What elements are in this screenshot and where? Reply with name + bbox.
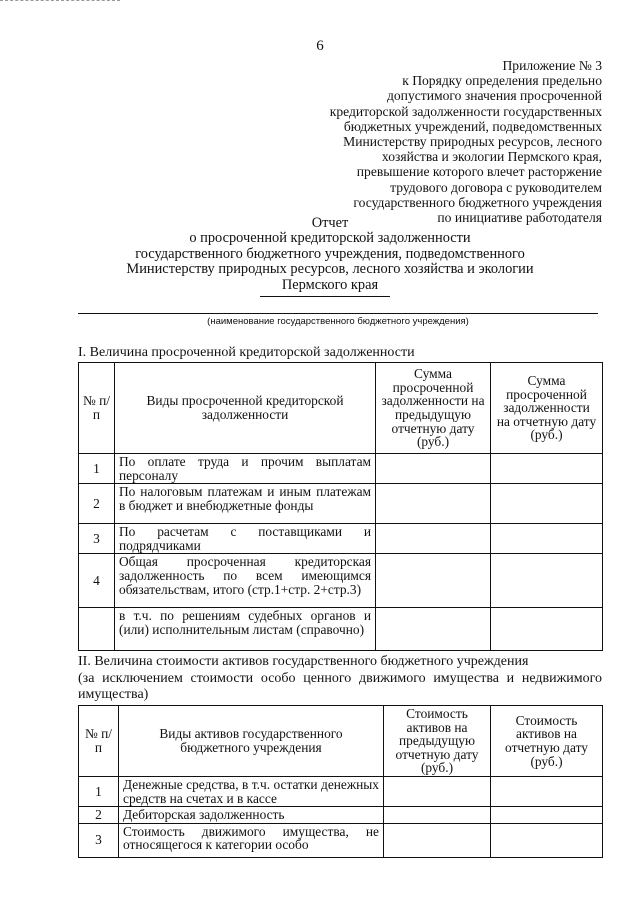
debt-table xyxy=(78,362,603,651)
value-cell-curr[interactable] xyxy=(491,823,603,857)
appendix-line: допустимого значения просроченной xyxy=(386,88,602,104)
value-cell-prev[interactable] xyxy=(376,554,491,608)
row-label: Дебиторская задолженность xyxy=(119,807,384,824)
section1-heading: I. Величина просроченной кредиторской задолженности xyxy=(78,345,415,360)
value-cell-prev[interactable] xyxy=(384,776,491,806)
table-row xyxy=(79,524,603,554)
appendix-header xyxy=(272,58,602,225)
column-header-num: № п/п xyxy=(79,363,115,454)
table-header-row xyxy=(79,363,603,454)
table-row xyxy=(79,776,603,806)
value-cell-prev[interactable] xyxy=(376,454,491,484)
page-number: 6 xyxy=(316,38,324,54)
row-label: Общая просроченная кредиторская задолженность по всем имеющимся обязательствам, итого (стр.1+стр. 2+стр.3) xyxy=(115,554,376,608)
appendix-line: хозяйства и экологии Пермского края, xyxy=(381,149,602,165)
row-number: 1 xyxy=(79,454,115,484)
row-label: По расчетам с поставщиками и подрядчиками xyxy=(115,524,376,554)
table-header-row xyxy=(79,706,603,777)
row-label: По налоговым платежам и иным платежам в бюджет и внебюджетные фонды xyxy=(115,484,376,524)
row-label: в т.ч. по решениям судебных органов и (или) исполнительным листам (справочно) xyxy=(115,608,376,651)
report-title-line: Министерству природных ресурсов, лесного хозяйства и экологии xyxy=(126,261,534,278)
value-cell-curr[interactable] xyxy=(491,524,603,554)
appendix-line: к Порядку определения предельно xyxy=(402,73,602,89)
value-cell-curr[interactable] xyxy=(491,807,603,824)
section2-heading: II. Величина стоимости активов государственного бюджетного учреждения xyxy=(78,654,529,669)
row-label: Денежные средства, в т.ч. остатки денежных средств на счетах и в кассе xyxy=(119,776,384,806)
report-title-line: государственного бюджетного учреждения, подведомственного xyxy=(135,245,525,262)
assets-table xyxy=(78,705,603,858)
table-row xyxy=(79,484,603,524)
column-header-prev: Стоимость активов на предыдущую отчетную дату (руб.) xyxy=(384,706,491,777)
row-number: 2 xyxy=(79,807,119,824)
report-title xyxy=(90,216,570,293)
table-row xyxy=(79,823,603,857)
column-header-curr: Сумма просроченной задолженности на отчетную дату (руб.) xyxy=(491,363,603,454)
appendix-line: бюджетных учреждений, подведомственных xyxy=(343,118,602,134)
section2-note: (за исключением стоимости особо ценного движимого имущества и недвижимого имущества) xyxy=(78,671,602,702)
appendix-line: превышение которого влечет расторжение xyxy=(356,164,602,180)
report-title-line: Пермского края xyxy=(281,276,379,293)
column-header-prev: Сумма просроченной задолженности на предыдущую отчетную дату (руб.) xyxy=(376,363,491,454)
appendix-line: трудового договора с руководителем xyxy=(390,179,602,195)
column-header-kind: Виды активов государственного бюджетного учреждения xyxy=(119,706,384,777)
institution-name-caption: (наименование государственного бюджетного учреждения) xyxy=(207,316,469,327)
value-cell-curr[interactable] xyxy=(491,608,603,651)
table-row xyxy=(79,454,603,484)
row-number: 2 xyxy=(79,484,115,524)
value-cell-prev[interactable] xyxy=(384,807,491,824)
row-label: По оплате труда и прочим выплатам персоналу xyxy=(115,454,376,484)
column-header-curr: Стоимость активов на отчетную дату (руб.) xyxy=(491,706,603,777)
institution-name-line[interactable] xyxy=(78,313,598,314)
value-cell-curr[interactable] xyxy=(491,484,603,524)
table-row xyxy=(79,807,603,824)
row-number xyxy=(79,608,115,651)
report-title-line: Отчет xyxy=(311,215,349,231)
title-underline xyxy=(260,296,390,297)
value-cell-curr[interactable] xyxy=(491,454,603,484)
value-cell-prev[interactable] xyxy=(376,608,491,651)
report-title-line: о просроченной кредиторской задолженности xyxy=(189,230,471,247)
row-label: Стоимость движимого имущества, не относящегося к категории особо xyxy=(119,823,384,857)
appendix-line: государственного бюджетного учреждения xyxy=(353,194,602,210)
appendix-line: по инициативе работодателя xyxy=(437,210,602,226)
table-row xyxy=(79,608,603,651)
row-number: 1 xyxy=(79,776,119,806)
row-number: 3 xyxy=(79,524,115,554)
row-number: 3 xyxy=(79,823,119,857)
row-number: 4 xyxy=(79,554,115,608)
value-cell-prev[interactable] xyxy=(384,823,491,857)
appendix-line: Министерству природных ресурсов, лесного xyxy=(343,134,602,150)
appendix-line: Приложение № 3 xyxy=(502,58,602,73)
table-row xyxy=(79,554,603,608)
column-header-kind: Виды просроченной кредиторской задолженности xyxy=(115,363,376,454)
appendix-line: кредиторской задолженности государственных xyxy=(329,103,602,119)
scan-top-mark xyxy=(0,0,120,4)
value-cell-prev[interactable] xyxy=(376,524,491,554)
value-cell-curr[interactable] xyxy=(491,554,603,608)
column-header-num: № п/п xyxy=(79,706,119,777)
value-cell-prev[interactable] xyxy=(376,484,491,524)
value-cell-curr[interactable] xyxy=(491,776,603,806)
